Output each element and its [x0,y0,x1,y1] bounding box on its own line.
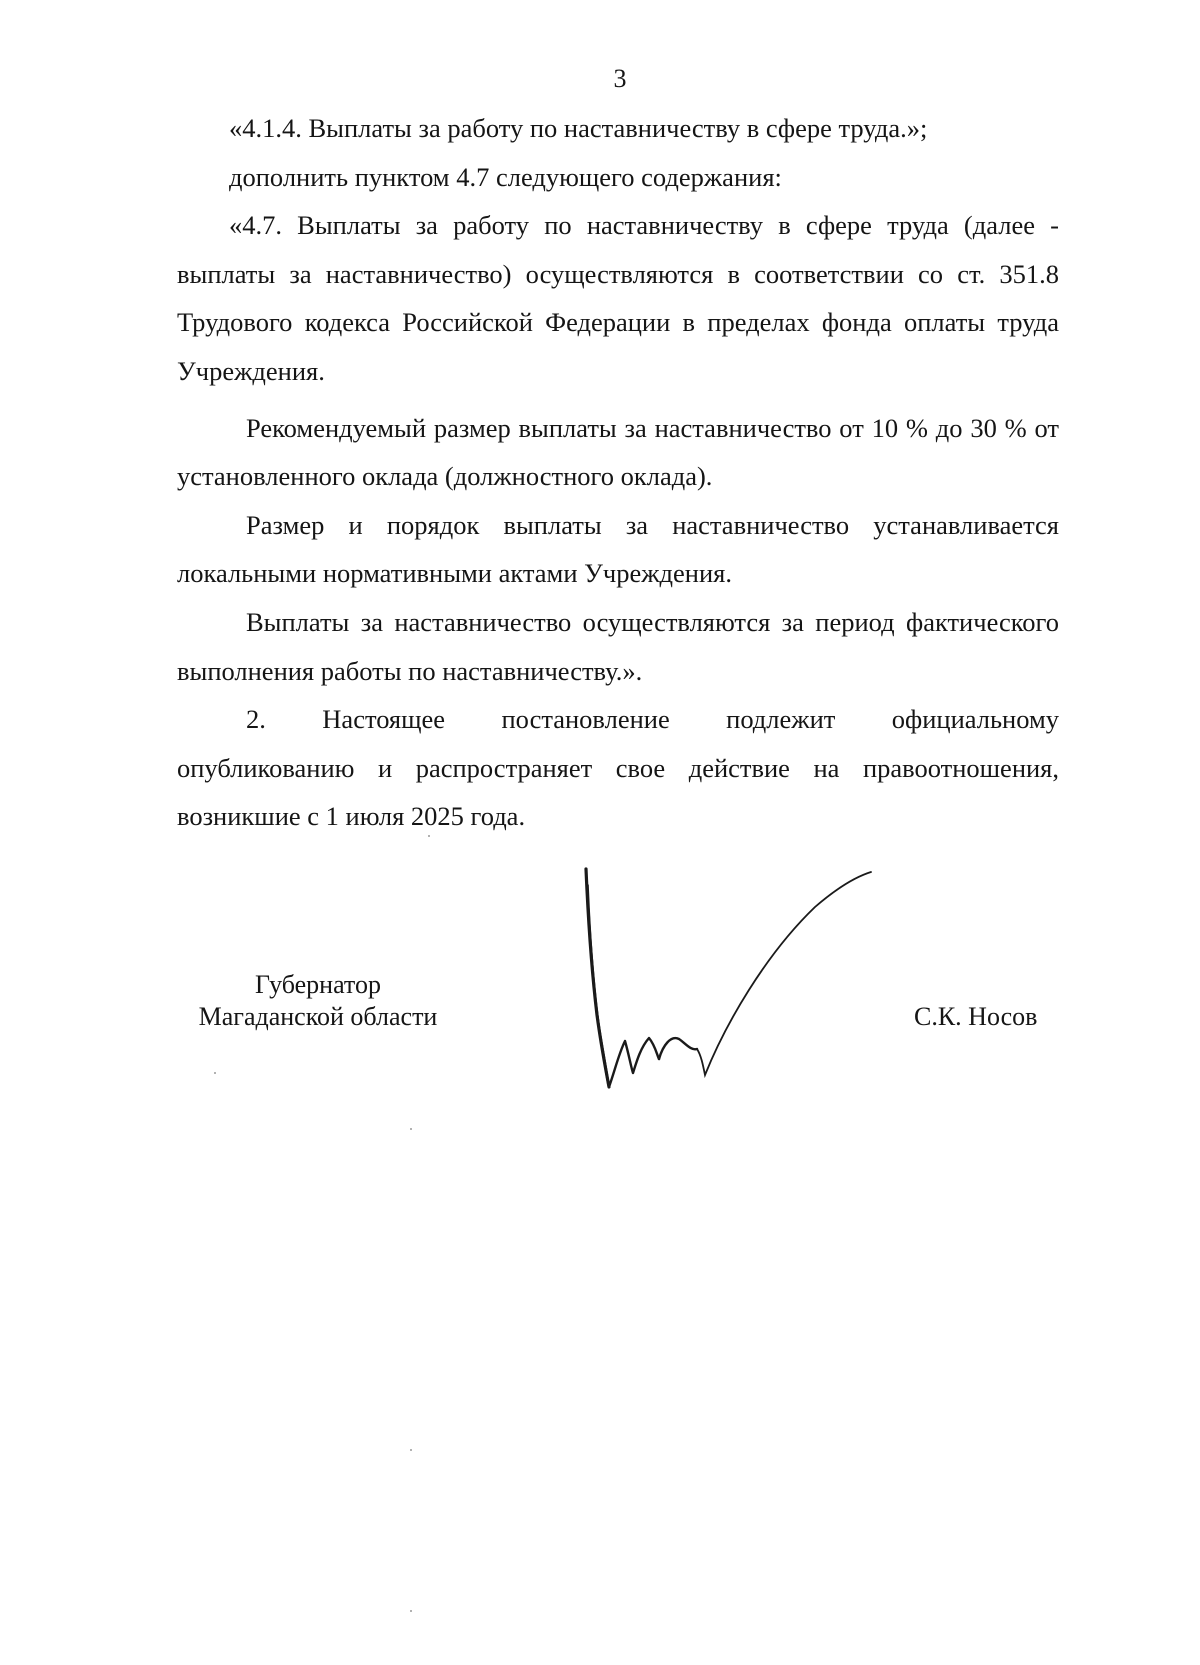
scan-speck [214,1072,216,1074]
scan-speck [410,1128,412,1130]
scan-speck [410,1449,412,1451]
paragraph-2-rest: опубликованию и распространяет свое действие на правоотношения, возникшие с 1 июля 2025 года. [177,752,1059,832]
signatory-title-line-2: Магаданской области [198,1002,438,1031]
paragraph-2-word: подлежит [726,704,836,735]
handwritten-signature [575,855,885,1100]
paragraph-recommended-amount: Рекомендуемый размер выплаты за наставничество от 10 % до 30 % от установленного оклада (должностного оклада). [177,412,1059,492]
signatory-title [183,969,453,1033]
signatory-title-line-1: Губернатор [255,970,381,999]
paragraph-2-word: 2. [246,704,266,735]
signatory-name: С.К. Носов [914,1002,1038,1031]
paragraph-2-word: Настоящее [322,704,446,735]
paragraph-payment-period: Выплаты за наставничество осуществляются за период фактического выполнения работы по наставничеству.». [177,606,1059,686]
paragraph-add-clause: дополнить пунктом 4.7 следующего содержания: [229,161,782,192]
paragraph-2-word: постановление [501,704,670,735]
paragraph-amendment-4-1-4: «4.1.4. Выплаты за работу по наставничеству в сфере труда.»; [229,113,928,143]
scan-speck [428,835,430,837]
paragraph-2-word: официальному [891,704,1059,735]
scan-speck [410,1610,412,1612]
paragraph-size-and-order: Размер и порядок выплаты за наставничество устанавливается локальными нормативными актами Учреждения. [177,509,1059,589]
paragraph-clause-4-7: «4.7. Выплаты за работу по наставничеству в сфере труда (далее - выплаты за наставничество) осуществляются в соответствии со ст. 351.8 Трудового кодекса Российской Федерации в пределах фонда оплаты труда Учреждения. [177,210,1059,386]
page-number: 3 [613,64,627,93]
